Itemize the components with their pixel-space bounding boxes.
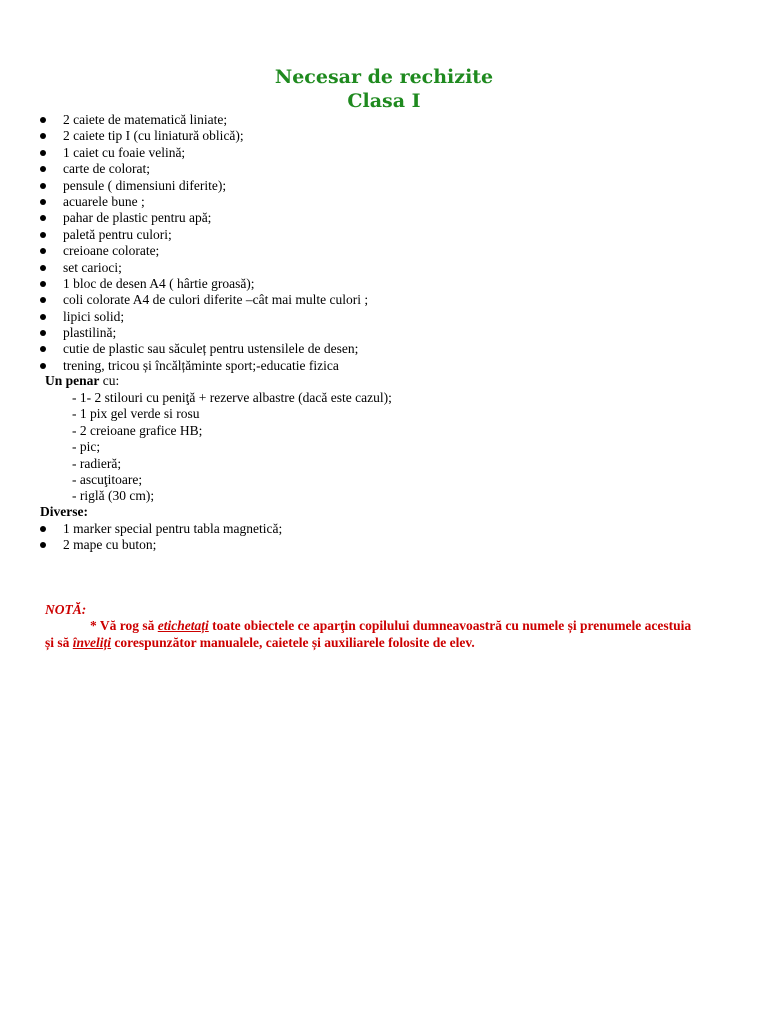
list-item-text: pahar de plastic pentru apă; [63,210,212,226]
list-item-text: pensule ( dimensiuni diferite); [63,177,227,193]
list-item [40,521,282,537]
list-item [40,161,368,177]
list-item-text: lipici solid; [63,308,125,324]
penar-item: - 1- 2 stilouri cu peniţă + rezerve albastre (dacă este cazul); [72,390,392,405]
list-item [40,260,368,276]
penar-heading-rest: cu: [99,373,120,388]
note-text: * Vă rog să [90,618,158,634]
list-item [40,309,368,325]
list-item [40,341,368,357]
diverse-heading: Diverse: [40,504,88,519]
penar-list [72,390,392,505]
bullet-icon [40,150,46,156]
bullet-icon [40,166,46,172]
list-item-text: paletă pentru culori; [63,226,172,242]
penar-heading [45,373,119,389]
bullet-icon [40,232,46,238]
list-item [40,292,368,308]
penar-item: - radieră; [72,455,122,471]
document-subtitle: Clasa I [347,90,421,112]
list-item [40,112,368,128]
bullet-icon [40,281,46,287]
note-block [45,602,720,651]
list-item-text: 1 marker special pentru tabla magnetică; [63,521,283,536]
list-item-text: 1 caiet cu foaie velină; [63,144,186,160]
bullet-icon [40,526,46,532]
bullet-icon [40,297,46,303]
list-item-text: 1 bloc de desen A4 ( hârtie groasă); [63,275,255,291]
list-item [40,194,368,210]
bullet-icon [40,248,46,254]
penar-item: - pic; [72,439,101,455]
list-item-text: 2 mape cu buton; [63,537,157,553]
penar-item: - ascuţitoare; [72,471,143,487]
supplies-list [40,112,368,374]
list-item-text: 2 caiete tip I (cu liniatură oblică); [63,128,244,144]
list-item-text: trening, tricou și încălțăminte sport;-educatie fizica [63,357,339,373]
bullet-icon [40,133,46,139]
bullet-icon [40,314,46,320]
list-item [40,358,368,374]
penar-item: - riglă (30 cm); [72,488,155,504]
list-item [40,128,368,144]
list-item [40,325,368,341]
bullet-icon [40,199,46,205]
diverse-list [40,521,282,554]
list-item-text: set carioci; [63,259,122,275]
note-emphasis: etichetați [157,618,209,634]
penar-item: - 2 creioane grafice HB; [72,422,203,438]
bullet-icon [40,346,46,352]
bullet-icon [40,265,46,271]
list-item-text: acuarele bune ; [63,193,145,209]
bullet-icon [40,542,46,548]
penar-heading-bold: Un penar [45,373,100,388]
list-item [40,227,368,243]
note-line-1 [45,618,720,634]
list-item-text: creioane colorate; [63,243,160,259]
list-item-text: coli colorate A4 de culori diferite –cât mai multe culori ; [63,292,369,308]
note-emphasis: înveliți [72,634,112,650]
bullet-icon [40,330,46,336]
penar-item: - 1 pix gel verde si rosu [72,406,200,422]
note-text: și să [45,634,73,650]
list-item [40,178,368,194]
note-text: corespunzător manualele, caietele și auxiliarele folosite de elev. [111,634,475,650]
list-item-text: carte de colorat; [63,161,150,177]
bullet-icon [40,183,46,189]
list-item-text: cutie de plastic sau săculeț pentru ustensilele de desen; [63,341,359,357]
document-title: Necesar de rechizite [274,66,494,88]
list-item [40,537,282,553]
bullet-icon [40,215,46,221]
note-line-2 [45,635,720,651]
note-label: NOTĂ: [45,602,87,617]
list-item-text: plastilină; [63,325,117,341]
list-item [40,276,368,292]
bullet-icon [40,117,46,123]
bullet-icon [40,363,46,369]
note-text: toate obiectele ce aparţin copilului dumneavoastră cu numele și prenumele acestuia [208,618,692,634]
list-item [40,243,368,259]
list-item [40,210,368,226]
list-item [40,145,368,161]
list-item-text: 2 caiete de matematică liniate; [63,112,228,127]
